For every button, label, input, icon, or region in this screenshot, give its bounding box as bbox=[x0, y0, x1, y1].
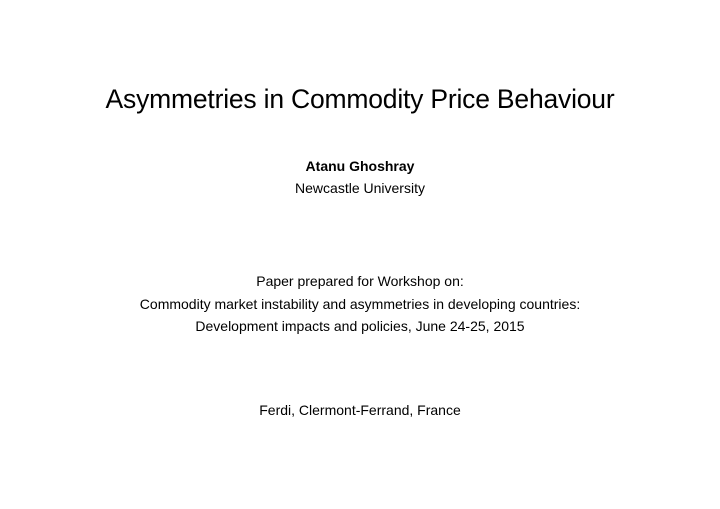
author-name: Atanu Ghoshray bbox=[305, 158, 415, 174]
workshop-info bbox=[0, 270, 720, 338]
workshop-line-3: Development impacts and policies, June 24-25, 2015 bbox=[195, 318, 525, 334]
workshop-line-1: Paper prepared for Workshop on: bbox=[256, 273, 464, 289]
venue-text: Ferdi, Clermont-Ferrand, France bbox=[259, 402, 461, 418]
author-block bbox=[0, 155, 720, 199]
workshop-line-2: Commodity market instability and asymmetries in developing countries: bbox=[139, 295, 581, 312]
slide-title: Asymmetries in Commodity Price Behaviour bbox=[105, 84, 615, 114]
author-affiliation: Newcastle University bbox=[295, 180, 425, 196]
